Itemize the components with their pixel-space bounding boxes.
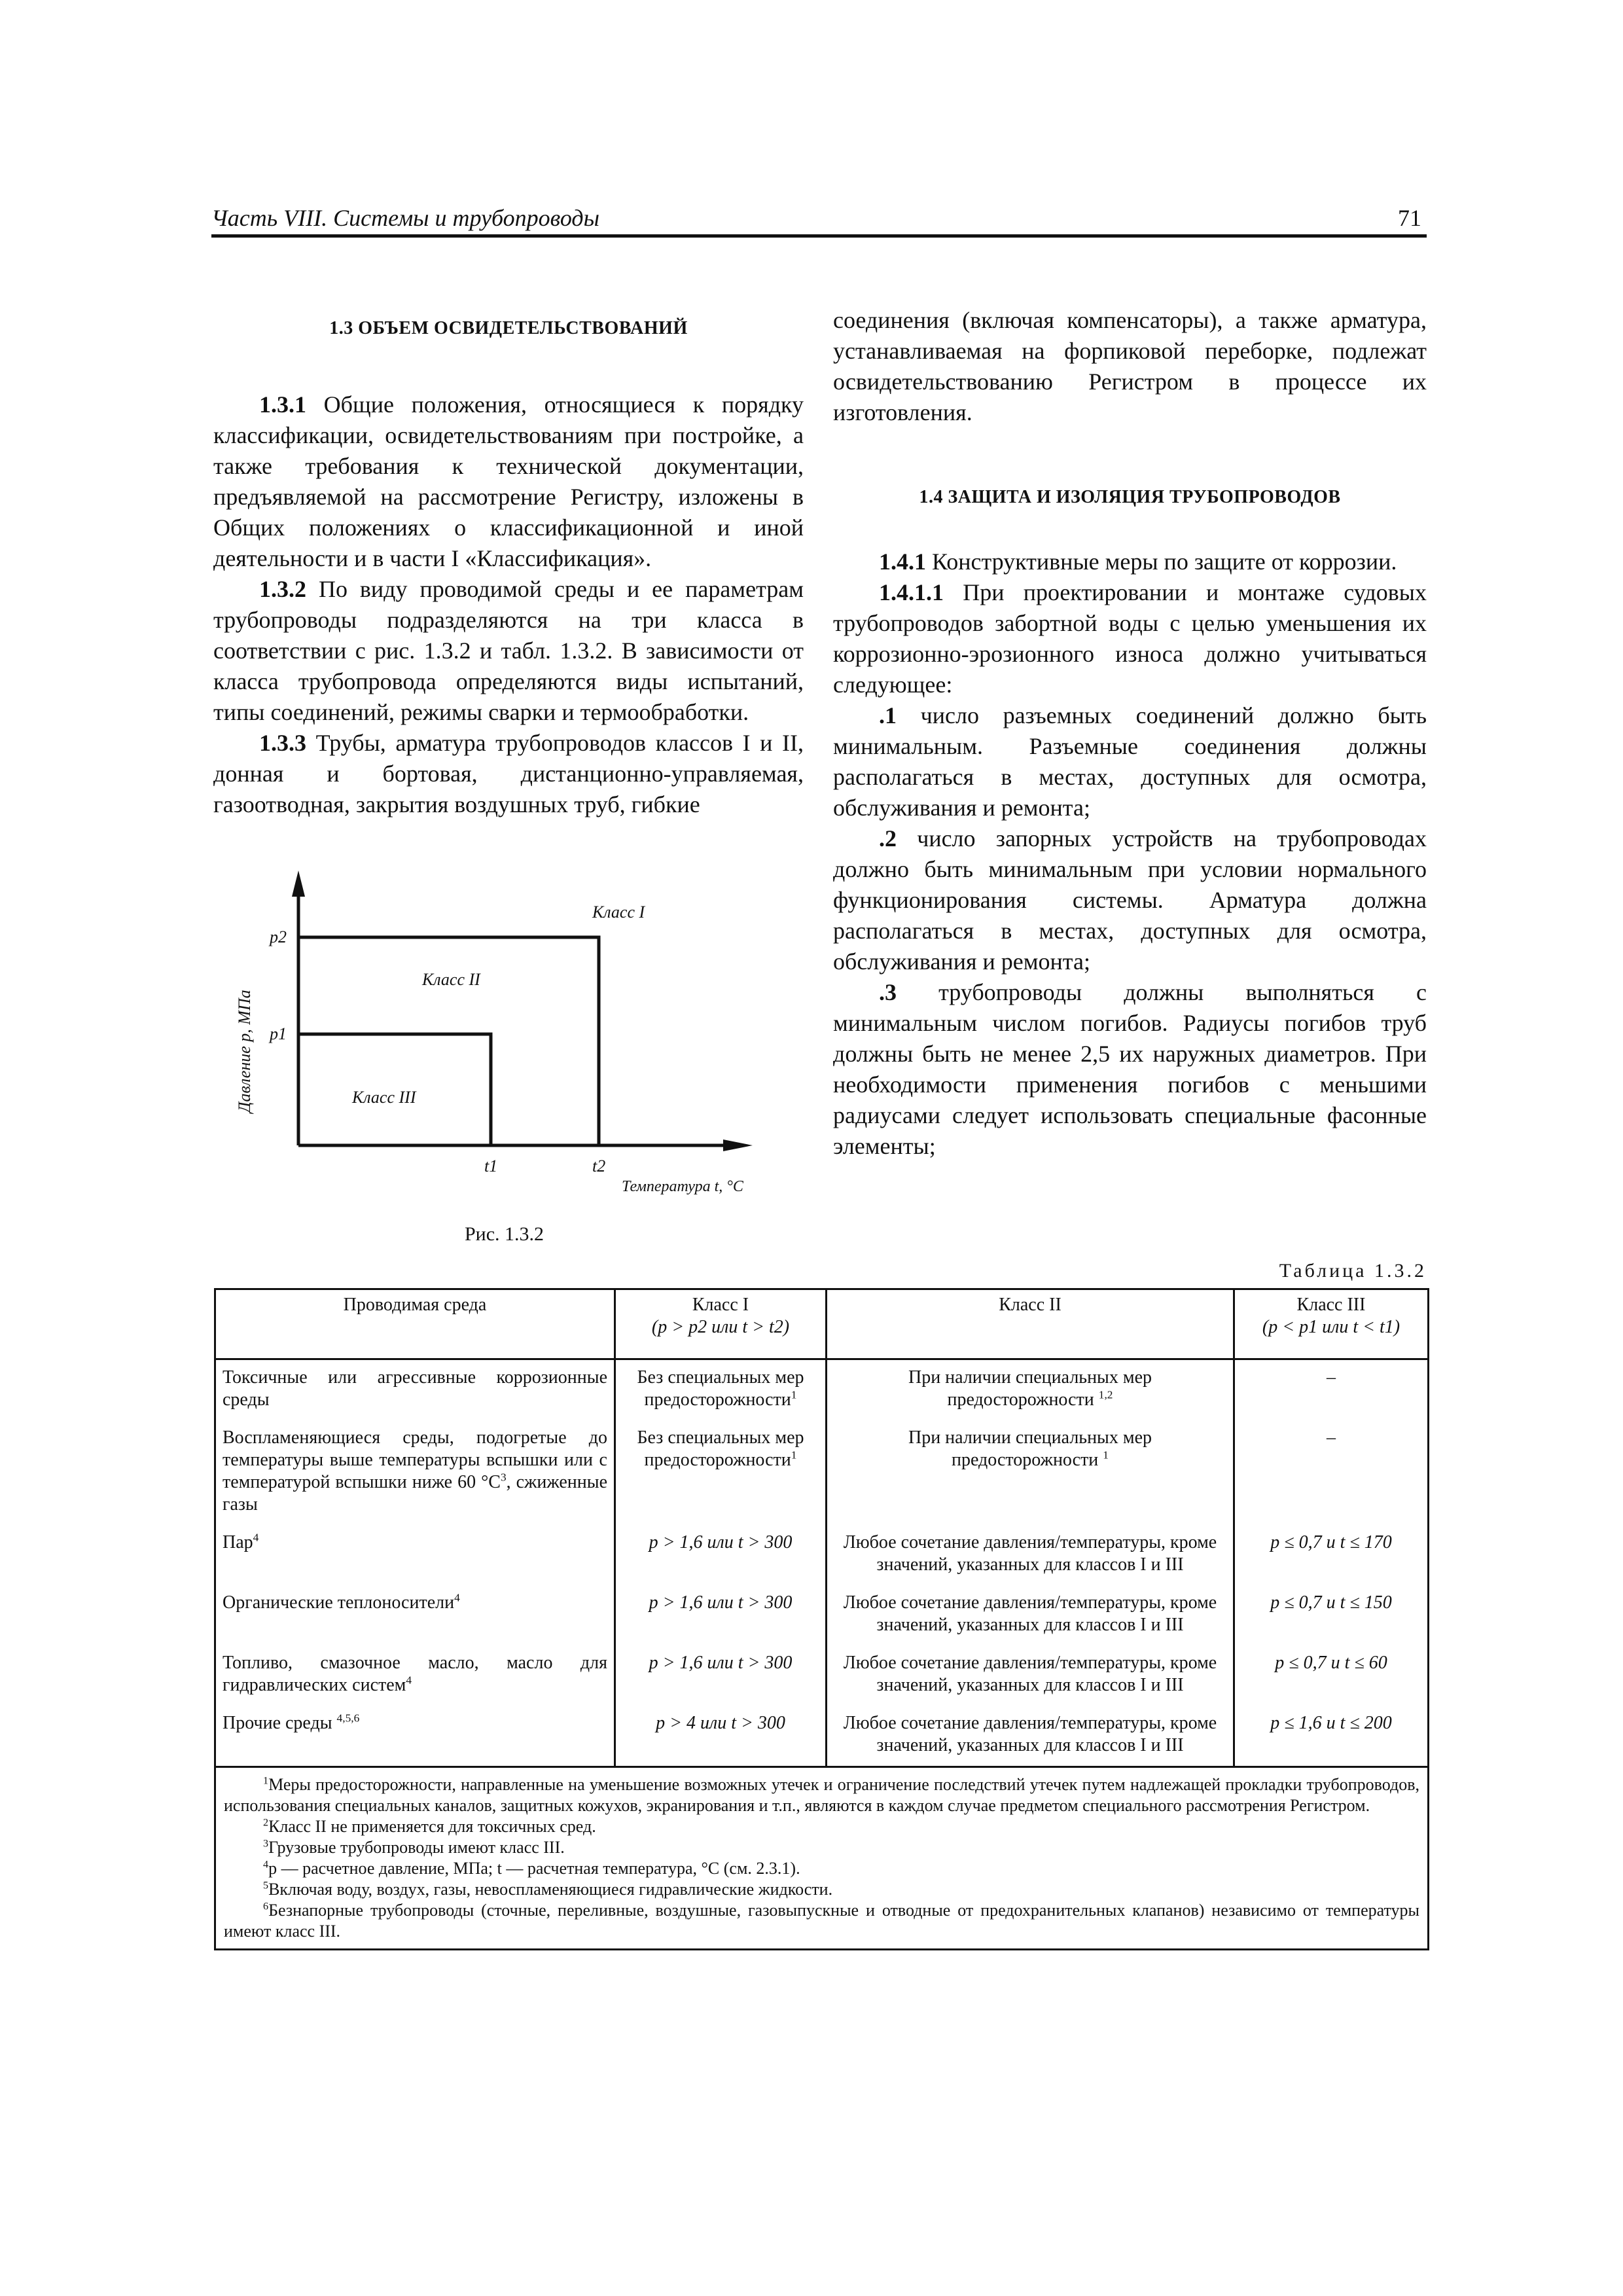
figure-caption: Рис. 1.3.2 [465, 1223, 544, 1245]
class-1-text: p > 1,6 или t > 300 [649, 1592, 793, 1613]
cell-class-1 [615, 1420, 827, 1525]
y-axis-arrow [292, 870, 305, 897]
footnote-number: 4 [263, 1859, 269, 1871]
footnote-3 [224, 1837, 1419, 1858]
clause-number: 1.3.2 [259, 576, 306, 602]
header-condition: (p > p2 или t > t2) [651, 1317, 790, 1337]
class-2-label: Класс II [422, 970, 480, 989]
footnote-ref: 4,5,6 [336, 1712, 360, 1725]
medium-text: Пар [223, 1532, 253, 1552]
paragraph-1-3-2 [213, 574, 804, 728]
cell-class-3 [1234, 1706, 1429, 1767]
running-title: Часть VIII. Системы и трубопроводы [211, 205, 599, 231]
cell-class-3 [1234, 1645, 1429, 1706]
footnote-number: 1 [263, 1775, 269, 1787]
class-1-text: p > 1,6 или t > 300 [649, 1532, 793, 1552]
list-item-3 [833, 977, 1427, 1162]
medium-text: Токсичные или агрессивные коррозионные среды [223, 1367, 607, 1410]
paragraph-1-4-1 [833, 547, 1427, 577]
t1-label: t1 [484, 1157, 498, 1175]
section-heading-1-3: 1.3 ОБЪЕМ ОСВИДЕТЕЛЬСТВОВАНИЙ [329, 318, 688, 338]
class-1-text: p > 4 или t > 300 [656, 1713, 785, 1733]
list-item-2 [833, 823, 1427, 977]
footnote-number: 5 [263, 1880, 269, 1892]
cell-class-1 [615, 1645, 827, 1706]
list-item-1 [833, 700, 1427, 823]
header-label: Класс I [692, 1295, 749, 1315]
table-row [215, 1525, 1429, 1585]
item-number: .3 [879, 979, 897, 1005]
t2-label: t2 [592, 1157, 606, 1175]
class-1-text: Без специальных мер предосторожности [637, 1427, 804, 1470]
cell-class-3 [1234, 1525, 1429, 1585]
cell-class-2: Любое сочетание давления/температуры, кроме значений, указанных для классов I и III [827, 1645, 1234, 1706]
item-text: число разъемных соединений должно быть минимальным. Разъемные соединения должны располагаться в местах, доступных для осмотра, обслуживания и ремонта; [833, 702, 1427, 821]
paragraph-text: Трубы, арматура трубопроводов классов I и II, донная и бортовая, дистанционно-управляемая, газоотводная, закрытия воздушных труб, гибкие [213, 730, 804, 817]
paragraph-1-3-3 [213, 728, 804, 820]
table-caption: Таблица 1.3.2 [1279, 1260, 1427, 1282]
footnote-ref: 1 [791, 1448, 797, 1462]
footnote-6 [224, 1900, 1419, 1942]
class-2-text: При наличии специальных мер предосторожности [908, 1427, 1152, 1470]
item-number: .1 [879, 702, 897, 728]
header-condition: (p < p1 или t < t1) [1262, 1317, 1400, 1337]
footnote-ref: 3 [500, 1471, 507, 1484]
footnote-5 [224, 1879, 1419, 1900]
class-1-boundary [298, 937, 599, 1145]
footnote-text: Грузовые трубопроводы имеют класс III. [268, 1838, 565, 1857]
class-3-text: p ≤ 1,6 и t ≤ 200 [1270, 1713, 1392, 1733]
cell-class-2: Любое сочетание давления/температуры, кроме значений, указанных для классов I и III [827, 1706, 1234, 1767]
cell-class-2: Любое сочетание давления/температуры, кроме значений, указанных для классов I и III [827, 1525, 1234, 1585]
cell-medium [215, 1706, 615, 1767]
medium-text: Прочие среды [223, 1713, 337, 1733]
item-text: трубопроводы должны выполняться с минимальным числом погибов. Радиусы погибов труб должны быть не менее 2,5 их наружных диаметров. При необходимости применения погибов с меньшими радиусами следует использовать специальные фасонные элементы; [833, 979, 1427, 1159]
header-class-2: Класс II [827, 1289, 1234, 1359]
table-header-row [215, 1289, 1429, 1359]
item-number: .2 [879, 825, 897, 852]
table-row [215, 1645, 1429, 1706]
clause-number: 1.3.1 [259, 391, 306, 418]
cell-class-1 [615, 1525, 827, 1585]
left-column [213, 313, 804, 820]
footnote-ref: 4 [253, 1531, 259, 1544]
running-header [211, 204, 1427, 238]
paragraph-text: По виду проводимой среды и ее параметрам трубопроводы подразделяются на три класса в соответствии с рис. 1.3.2 и табл. 1.3.2. В зависимости от класса трубопровода определяются виды испытаний, типы соединений, режимы сварки и термообработки. [213, 576, 804, 725]
table-row [215, 1585, 1429, 1645]
class-3-text: p ≤ 0,7 и t ≤ 170 [1270, 1532, 1392, 1552]
medium-text: Органические теплоносители [223, 1592, 455, 1613]
header-label: Класс III [1296, 1295, 1366, 1315]
cell-class-1 [615, 1585, 827, 1645]
cell-medium [215, 1645, 615, 1706]
class-3-label: Класс III [352, 1088, 416, 1107]
cell-medium [215, 1525, 615, 1585]
cell-class-2 [827, 1420, 1234, 1525]
cell-class-3 [1234, 1585, 1429, 1645]
footnote-text: p — расчетное давление, МПа; t — расчетная температура, °C (см. 2.3.1). [268, 1859, 800, 1878]
x-axis-title: Температура t, °C [622, 1178, 743, 1195]
footnote-1 [224, 1774, 1419, 1816]
table-footnotes-row [215, 1767, 1429, 1950]
medium-text: Топливо, смазочное масло, масло для гидравлических систем [223, 1653, 607, 1695]
table-row [215, 1359, 1429, 1421]
table-row [215, 1420, 1429, 1525]
footnote-2 [224, 1816, 1419, 1837]
footnote-ref: 1 [791, 1388, 797, 1401]
table-footnotes [215, 1767, 1429, 1950]
class-1-text: p > 1,6 или t > 300 [649, 1653, 793, 1673]
section-heading-1-4: 1.4 ЗАЩИТА И ИЗОЛЯЦИЯ ТРУБОПРОВОДОВ [919, 487, 1341, 507]
table-1-3-2 [214, 1288, 1429, 1950]
header-class-1 [615, 1289, 827, 1359]
p2-label: p2 [270, 927, 287, 946]
footnote-text: Безнапорные трубопроводы (сточные, переливные, воздушные, газовыпускные и отводные от предохранительных клапанов) независимо от температуры имеют класс III. [224, 1901, 1419, 1941]
header-medium: Проводимая среда [215, 1289, 615, 1359]
footnote-ref: 4 [406, 1674, 412, 1687]
footnote-text: Меры предосторожности, направленные на уменьшение возможных утечек и ограничение последствий утечек путем надлежащей прокладки трубопроводов, использования специальных каналов, защитных кожухов, экранирования и т.п., являются в каждом случае предметом специального рассмотрения Регистром. [224, 1775, 1419, 1815]
footnote-number: 6 [263, 1901, 269, 1912]
paragraph-continued: соединения (включая компенсаторы), а также арматура, устанавливаемая на форпиковой переборке, подлежат освидетельствованию Регистром в процессе их изготовления. [833, 307, 1427, 425]
paragraph-1-3-1 [213, 389, 804, 574]
cell-class-3: – [1327, 1367, 1336, 1388]
class-diagram [229, 870, 805, 1257]
paragraph-text: Общие положения, относящиеся к порядку классификации, освидетельствованиям при постройке, а также требования к технической документации, предъявляемой на рассмотрение Регистру, изложены в Общих положениях о классификационной и иной деятельности и в части I «Классификация». [213, 391, 804, 571]
footnote-number: 3 [263, 1838, 269, 1850]
class-1-label: Класс I [592, 903, 645, 922]
footnote-ref: 1,2 [1098, 1388, 1113, 1401]
clause-number: 1.4.1.1 [879, 579, 944, 605]
cell-class-3: – [1327, 1427, 1336, 1448]
class-1-text: Без специальных мер предосторожности [637, 1367, 804, 1410]
table-row [215, 1706, 1429, 1767]
footnote-text: Класс II не применяется для токсичных сред. [268, 1817, 596, 1836]
page-number: 71 [1398, 205, 1421, 231]
cell-class-2 [827, 1359, 1234, 1421]
class-2-text: При наличии специальных мер предосторожности [908, 1367, 1152, 1410]
paragraph-1-4-1-1 [833, 577, 1427, 700]
cell-class-2: Любое сочетание давления/температуры, кроме значений, указанных для классов I и III [827, 1585, 1234, 1645]
header-class-3 [1234, 1289, 1429, 1359]
p1-label: p1 [270, 1024, 287, 1043]
cell-medium [215, 1585, 615, 1645]
y-axis-title: Давление p, МПа [235, 990, 254, 1113]
medium-text-tail: , сжиженные газы [223, 1472, 607, 1515]
paragraph-text: При проектировании и монтаже судовых трубопроводов забортной воды с целью уменьшения их коррозионно-эрозионного износа должно учитываться следующее: [833, 579, 1427, 698]
footnote-number: 2 [263, 1817, 269, 1829]
footnote-4 [224, 1858, 1419, 1879]
footnote-ref: 4 [454, 1591, 460, 1604]
clause-number: 1.4.1 [879, 548, 926, 575]
item-text: число запорных устройств на трубопроводах должно быть минимальным при условии нормального функционирования системы. Арматура должна располагаться в местах, доступных для осмотра, обслуживания и ремонта; [833, 825, 1427, 975]
paragraph-text: Конструктивные меры по защите от коррозии. [926, 548, 1397, 575]
x-axis-arrow [723, 1139, 753, 1151]
medium-text: Воспламеняющиеся среды, подогретые до температуры выше температуры вспышки или с температурой вспышки ниже 60 °С [223, 1427, 607, 1492]
figure-1-3-2 [229, 870, 805, 1257]
cell-medium [215, 1420, 615, 1525]
cell-class-1 [615, 1706, 827, 1767]
footnote-ref: 1 [1103, 1448, 1109, 1462]
right-column [833, 305, 1427, 1162]
class-3-text: p ≤ 0,7 и t ≤ 60 [1275, 1653, 1387, 1673]
clause-number: 1.3.3 [259, 730, 306, 756]
class-3-text: p ≤ 0,7 и t ≤ 150 [1270, 1592, 1392, 1613]
cell-class-1 [615, 1359, 827, 1421]
footnote-text: Включая воду, воздух, газы, невоспламеняющиеся гидравлические жидкости. [268, 1880, 833, 1899]
cell-medium [215, 1359, 615, 1421]
